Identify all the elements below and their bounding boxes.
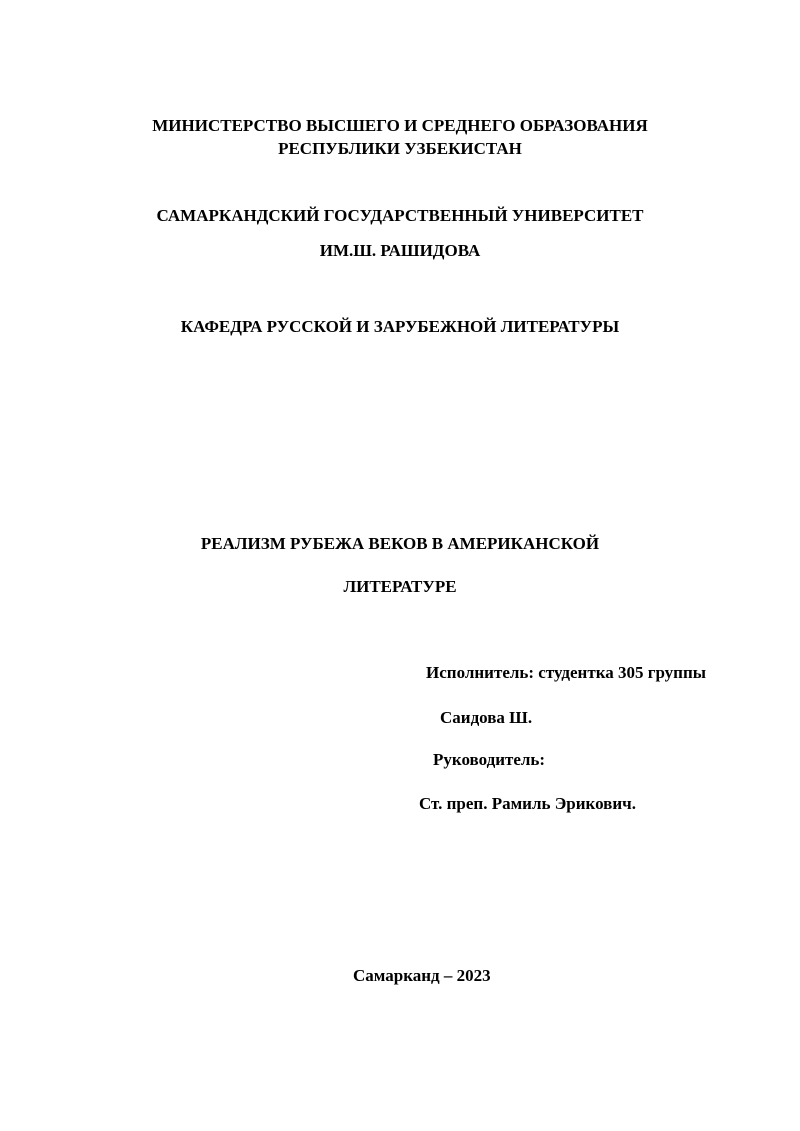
thesis-title-line-2: ЛИТЕРАТУРЕ (343, 577, 457, 596)
supervisor-name: Ст. преп. Рамиль Эрикович. (419, 794, 636, 813)
supervisor-label: Руководитель: (433, 750, 546, 769)
thesis-title-line-1: РЕАЛИЗМ РУБЕЖА ВЕКОВ В АМЕРИКАНСКОЙ (200, 534, 600, 553)
university-line-2: ИМ.Ш. РАШИДОВА (319, 241, 481, 260)
performer-line: Исполнитель: студентка 305 группы (426, 663, 707, 682)
student-name: Саидова Ш. (440, 708, 533, 727)
ministry-line-2: РЕСПУБЛИКИ УЗБЕКИСТАН (278, 139, 522, 158)
department-heading: КАФЕДРА РУССКОЙ И ЗАРУБЕЖНОЙ ЛИТЕРАТУРЫ (180, 317, 620, 336)
city-year: Самарканд – 2023 (353, 966, 491, 985)
university-line-1: САМАРКАНДСКИЙ ГОСУДАРСТВЕННЫЙ УНИВЕРСИТЕТ (156, 206, 644, 225)
ministry-line-1: МИНИСТЕРСТВО ВЫСШЕГО И СРЕДНЕГО ОБРАЗОВАНИЯ (152, 116, 648, 135)
